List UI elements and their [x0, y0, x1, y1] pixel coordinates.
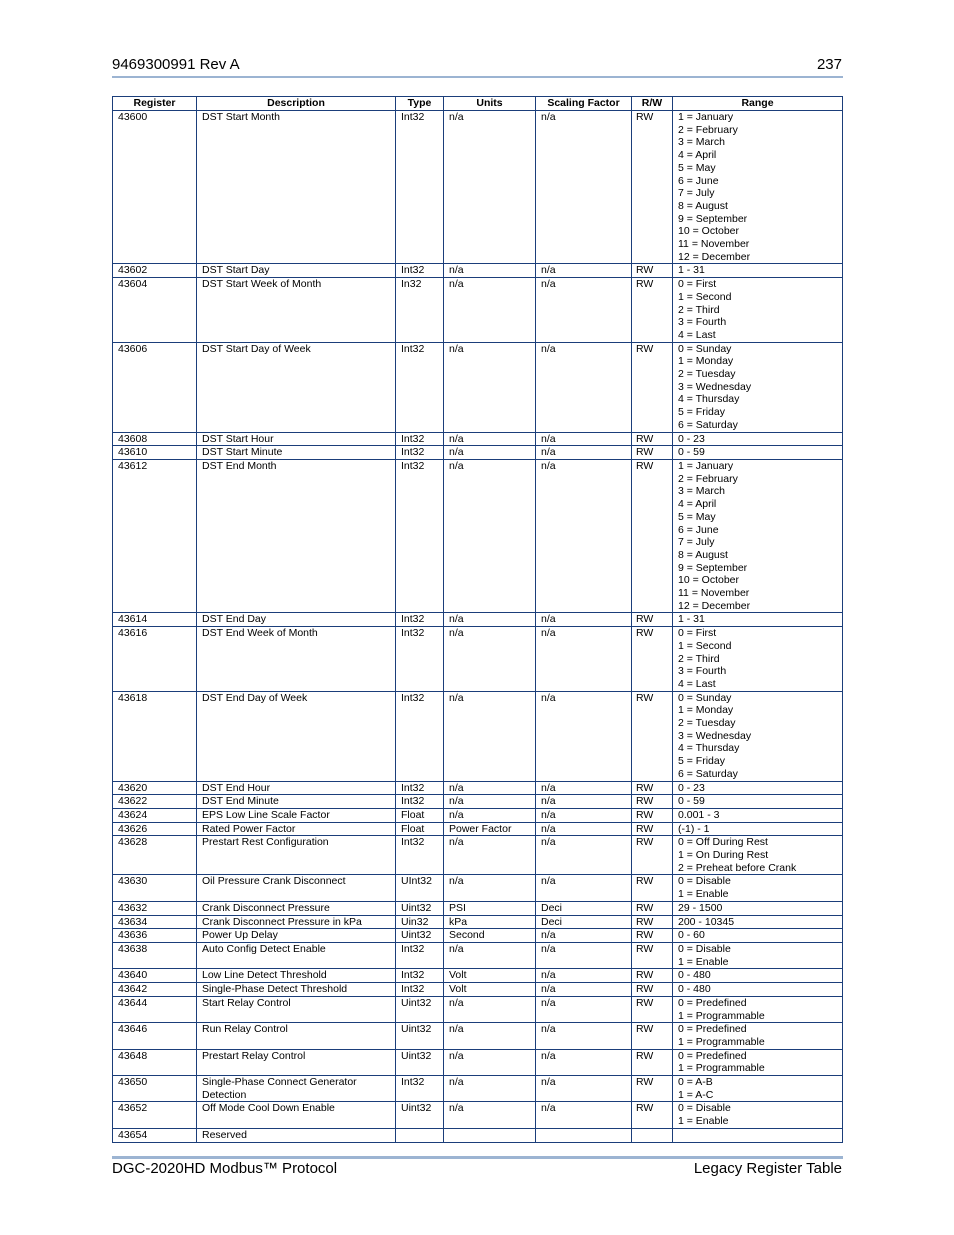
cell-description: DST Start Day: [197, 264, 396, 278]
cell-units: n/a: [444, 342, 536, 432]
cell-type: Int32: [396, 613, 444, 627]
table-row: [113, 613, 843, 627]
cell-description: DST End Week of Month: [197, 627, 396, 692]
cell-units: n/a: [444, 1023, 536, 1049]
column-header-range: Range: [673, 97, 843, 111]
cell-scaling-factor: n/a: [536, 627, 632, 692]
table-row: [113, 1076, 843, 1102]
cell-description: DST Start Day of Week: [197, 342, 396, 432]
cell-type: Int32: [396, 111, 444, 264]
cell-register: 43608: [113, 432, 197, 446]
cell-units: n/a: [444, 943, 536, 969]
cell-rw: RW: [632, 901, 673, 915]
cell-register: 43630: [113, 875, 197, 901]
cell-description: Prestart Rest Configuration: [197, 836, 396, 875]
cell-scaling-factor: n/a: [536, 996, 632, 1022]
cell-type: Uint32: [396, 929, 444, 943]
cell-register: 43624: [113, 808, 197, 822]
cell-type: Int32: [396, 836, 444, 875]
cell-range: 29 - 1500: [673, 901, 843, 915]
cell-rw: RW: [632, 1023, 673, 1049]
cell-units: n/a: [444, 691, 536, 781]
cell-description: DST Start Minute: [197, 446, 396, 460]
cell-range: 0 = Predefined 1 = Programmable: [673, 1049, 843, 1075]
cell-type: Int32: [396, 691, 444, 781]
cell-description: DST End Day: [197, 613, 396, 627]
cell-scaling-factor: n/a: [536, 111, 632, 264]
cell-description: Reserved: [197, 1128, 396, 1142]
cell-register: 43648: [113, 1049, 197, 1075]
cell-register: 43626: [113, 822, 197, 836]
column-header-units: Units: [444, 97, 536, 111]
header-rule: [112, 76, 843, 78]
cell-type: [396, 1128, 444, 1142]
cell-range: 0 = Disable 1 = Enable: [673, 943, 843, 969]
cell-rw: RW: [632, 915, 673, 929]
cell-register: 43638: [113, 943, 197, 969]
document-title: DGC-2020HD Modbus™ Protocol: [112, 1160, 338, 1177]
cell-register: 43612: [113, 459, 197, 612]
cell-register: 43636: [113, 929, 197, 943]
page-footer: [112, 1160, 842, 1180]
cell-rw: RW: [632, 781, 673, 795]
cell-units: n/a: [444, 1076, 536, 1102]
cell-rw: RW: [632, 278, 673, 343]
cell-units: kPa: [444, 915, 536, 929]
cell-type: Int32: [396, 795, 444, 809]
cell-rw: RW: [632, 808, 673, 822]
cell-description: DST End Month: [197, 459, 396, 612]
cell-range: 0 - 60: [673, 929, 843, 943]
cell-units: n/a: [444, 808, 536, 822]
cell-units: [444, 1128, 536, 1142]
cell-type: Int32: [396, 459, 444, 612]
cell-rw: RW: [632, 446, 673, 460]
cell-type: Int32: [396, 943, 444, 969]
cell-units: n/a: [444, 1049, 536, 1075]
cell-rw: RW: [632, 943, 673, 969]
cell-units: n/a: [444, 781, 536, 795]
cell-scaling-factor: Deci: [536, 915, 632, 929]
table-row: [113, 836, 843, 875]
cell-range: 1 - 31: [673, 613, 843, 627]
cell-scaling-factor: n/a: [536, 1049, 632, 1075]
cell-rw: RW: [632, 1102, 673, 1128]
cell-rw: RW: [632, 459, 673, 612]
cell-type: Int32: [396, 446, 444, 460]
cell-type: Uint32: [396, 1049, 444, 1075]
table-row: [113, 929, 843, 943]
cell-description: Crank Disconnect Pressure in kPa: [197, 915, 396, 929]
cell-description: DST Start Hour: [197, 432, 396, 446]
cell-description: DST End Minute: [197, 795, 396, 809]
cell-range: 0 - 480: [673, 983, 843, 997]
cell-range: 0 = Predefined 1 = Programmable: [673, 996, 843, 1022]
cell-range: [673, 1128, 843, 1142]
cell-scaling-factor: n/a: [536, 822, 632, 836]
table-row: [113, 808, 843, 822]
cell-register: 43646: [113, 1023, 197, 1049]
cell-scaling-factor: n/a: [536, 808, 632, 822]
cell-rw: RW: [632, 929, 673, 943]
cell-scaling-factor: [536, 1128, 632, 1142]
cell-range: 200 - 10345: [673, 915, 843, 929]
cell-type: Int32: [396, 1076, 444, 1102]
cell-rw: RW: [632, 983, 673, 997]
cell-units: n/a: [444, 264, 536, 278]
cell-range: 0 = Disable 1 = Enable: [673, 1102, 843, 1128]
cell-type: Uint32: [396, 996, 444, 1022]
cell-description: Off Mode Cool Down Enable: [197, 1102, 396, 1128]
cell-description: Rated Power Factor: [197, 822, 396, 836]
cell-register: 43620: [113, 781, 197, 795]
cell-range: 0 - 480: [673, 969, 843, 983]
table-row: [113, 822, 843, 836]
cell-range: 0 - 59: [673, 446, 843, 460]
cell-rw: RW: [632, 822, 673, 836]
cell-type: Uint32: [396, 901, 444, 915]
cell-scaling-factor: n/a: [536, 983, 632, 997]
cell-range: 1 - 31: [673, 264, 843, 278]
cell-register: 43602: [113, 264, 197, 278]
table-row: [113, 111, 843, 264]
cell-scaling-factor: n/a: [536, 1023, 632, 1049]
cell-range: 0 - 59: [673, 795, 843, 809]
column-header-description: Description: [197, 97, 396, 111]
document-number: 9469300991 Rev A: [112, 56, 240, 73]
cell-units: Volt: [444, 969, 536, 983]
table-row: [113, 278, 843, 343]
cell-type: UInt32: [396, 875, 444, 901]
cell-rw: RW: [632, 996, 673, 1022]
cell-description: Single-Phase Detect Threshold: [197, 983, 396, 997]
cell-range: 0 - 23: [673, 781, 843, 795]
cell-units: n/a: [444, 111, 536, 264]
cell-units: n/a: [444, 836, 536, 875]
cell-rw: RW: [632, 342, 673, 432]
cell-range: 0 = Disable 1 = Enable: [673, 875, 843, 901]
cell-scaling-factor: n/a: [536, 613, 632, 627]
cell-rw: RW: [632, 1049, 673, 1075]
cell-scaling-factor: n/a: [536, 432, 632, 446]
cell-type: Int32: [396, 969, 444, 983]
cell-scaling-factor: n/a: [536, 875, 632, 901]
cell-register: 43632: [113, 901, 197, 915]
cell-rw: RW: [632, 627, 673, 692]
cell-units: PSI: [444, 901, 536, 915]
cell-register: 43642: [113, 983, 197, 997]
cell-scaling-factor: n/a: [536, 929, 632, 943]
cell-range: 1 = January 2 = February 3 = March 4 = April 5 = May 6 = June 7 = July 8 = August 9 = September 10 = October 11 = November 12 = December: [673, 111, 843, 264]
cell-rw: RW: [632, 613, 673, 627]
cell-register: 43616: [113, 627, 197, 692]
cell-range: 0 = A-B 1 = A-C: [673, 1076, 843, 1102]
cell-type: In32: [396, 278, 444, 343]
table-row: [113, 901, 843, 915]
page-number: 237: [816, 56, 842, 73]
section-title: Legacy Register Table: [693, 1160, 842, 1177]
cell-scaling-factor: n/a: [536, 969, 632, 983]
cell-units: Power Factor: [444, 822, 536, 836]
cell-register: 43654: [113, 1128, 197, 1142]
cell-scaling-factor: n/a: [536, 836, 632, 875]
table-row: [113, 1102, 843, 1128]
cell-type: Int32: [396, 264, 444, 278]
table-row: [113, 264, 843, 278]
table-row: [113, 969, 843, 983]
cell-rw: RW: [632, 264, 673, 278]
table-row: [113, 781, 843, 795]
table-row: [113, 996, 843, 1022]
table-row: [113, 983, 843, 997]
table-row: [113, 1128, 843, 1142]
cell-type: Int32: [396, 342, 444, 432]
cell-description: Single-Phase Connect Generator Detection: [197, 1076, 396, 1102]
cell-register: 43604: [113, 278, 197, 343]
table-row: [113, 943, 843, 969]
table-row: [113, 795, 843, 809]
cell-register: 43622: [113, 795, 197, 809]
cell-description: Crank Disconnect Pressure: [197, 901, 396, 915]
column-header-register: Register: [113, 97, 197, 111]
cell-register: 43644: [113, 996, 197, 1022]
column-header-type: Type: [396, 97, 444, 111]
cell-range: 1 = January 2 = February 3 = March 4 = April 5 = May 6 = June 7 = July 8 = August 9 = September 10 = October 11 = November 12 = December: [673, 459, 843, 612]
cell-rw: RW: [632, 836, 673, 875]
cell-range: 0 = Sunday 1 = Monday 2 = Tuesday 3 = Wednesday 4 = Thursday 5 = Friday 6 = Saturday: [673, 342, 843, 432]
table-row: [113, 875, 843, 901]
cell-description: Auto Config Detect Enable: [197, 943, 396, 969]
cell-register: 43610: [113, 446, 197, 460]
cell-scaling-factor: n/a: [536, 459, 632, 612]
cell-range: 0 = First 1 = Second 2 = Third 3 = Fourth 4 = Last: [673, 627, 843, 692]
table-row: [113, 1023, 843, 1049]
cell-register: 43652: [113, 1102, 197, 1128]
cell-type: Int32: [396, 432, 444, 446]
cell-range: 0 = Off During Rest 1 = On During Rest 2 = Preheat before Crank: [673, 836, 843, 875]
cell-scaling-factor: Deci: [536, 901, 632, 915]
table-row: [113, 1049, 843, 1075]
table-row: [113, 459, 843, 612]
cell-type: Float: [396, 822, 444, 836]
cell-description: DST Start Month: [197, 111, 396, 264]
cell-units: n/a: [444, 875, 536, 901]
cell-rw: [632, 1128, 673, 1142]
cell-scaling-factor: n/a: [536, 1102, 632, 1128]
cell-description: Prestart Relay Control: [197, 1049, 396, 1075]
cell-units: Second: [444, 929, 536, 943]
cell-register: 43650: [113, 1076, 197, 1102]
cell-units: n/a: [444, 613, 536, 627]
table-row: [113, 446, 843, 460]
table-row: [113, 432, 843, 446]
cell-units: n/a: [444, 446, 536, 460]
cell-range: (-1) - 1: [673, 822, 843, 836]
cell-range: 0 - 23: [673, 432, 843, 446]
cell-units: n/a: [444, 459, 536, 612]
cell-range: 0.001 - 3: [673, 808, 843, 822]
cell-units: n/a: [444, 1102, 536, 1128]
cell-description: DST Start Week of Month: [197, 278, 396, 343]
cell-type: Uint32: [396, 1102, 444, 1128]
cell-register: 43618: [113, 691, 197, 781]
cell-description: Oil Pressure Crank Disconnect: [197, 875, 396, 901]
table-row: [113, 342, 843, 432]
cell-scaling-factor: n/a: [536, 691, 632, 781]
cell-register: 43640: [113, 969, 197, 983]
cell-type: Float: [396, 808, 444, 822]
cell-description: DST End Hour: [197, 781, 396, 795]
cell-type: Uin32: [396, 915, 444, 929]
cell-type: Int32: [396, 781, 444, 795]
cell-rw: RW: [632, 875, 673, 901]
cell-type: Uint32: [396, 1023, 444, 1049]
cell-type: Int32: [396, 983, 444, 997]
cell-range: 0 = Predefined 1 = Programmable: [673, 1023, 843, 1049]
cell-rw: RW: [632, 432, 673, 446]
cell-rw: RW: [632, 795, 673, 809]
table-row: [113, 627, 843, 692]
cell-description: Low Line Detect Threshold: [197, 969, 396, 983]
cell-scaling-factor: n/a: [536, 795, 632, 809]
cell-scaling-factor: n/a: [536, 342, 632, 432]
cell-scaling-factor: n/a: [536, 446, 632, 460]
cell-units: n/a: [444, 996, 536, 1022]
cell-range: 0 = First 1 = Second 2 = Third 3 = Fourth 4 = Last: [673, 278, 843, 343]
cell-description: Run Relay Control: [197, 1023, 396, 1049]
cell-scaling-factor: n/a: [536, 943, 632, 969]
cell-scaling-factor: n/a: [536, 278, 632, 343]
cell-units: Volt: [444, 983, 536, 997]
cell-register: 43634: [113, 915, 197, 929]
cell-range: 0 = Sunday 1 = Monday 2 = Tuesday 3 = Wednesday 4 = Thursday 5 = Friday 6 = Saturday: [673, 691, 843, 781]
cell-description: Start Relay Control: [197, 996, 396, 1022]
register-table: [112, 96, 843, 1143]
column-header-rw: R/W: [632, 97, 673, 111]
cell-register: 43606: [113, 342, 197, 432]
column-header-scaling-factor: Scaling Factor: [536, 97, 632, 111]
cell-units: n/a: [444, 627, 536, 692]
table-row: [113, 691, 843, 781]
cell-scaling-factor: n/a: [536, 1076, 632, 1102]
cell-rw: RW: [632, 111, 673, 264]
table-row: [113, 915, 843, 929]
table-header-row: [113, 97, 843, 111]
cell-register: 43614: [113, 613, 197, 627]
cell-scaling-factor: n/a: [536, 264, 632, 278]
cell-register: 43600: [113, 111, 197, 264]
cell-description: Power Up Delay: [197, 929, 396, 943]
footer-rule: [112, 1156, 843, 1159]
cell-scaling-factor: n/a: [536, 781, 632, 795]
cell-rw: RW: [632, 969, 673, 983]
cell-units: n/a: [444, 278, 536, 343]
cell-type: Int32: [396, 627, 444, 692]
table-body: [113, 111, 843, 1143]
cell-rw: RW: [632, 691, 673, 781]
page-header: [112, 56, 842, 76]
cell-description: EPS Low Line Scale Factor: [197, 808, 396, 822]
cell-rw: RW: [632, 1076, 673, 1102]
cell-units: n/a: [444, 795, 536, 809]
cell-units: n/a: [444, 432, 536, 446]
cell-register: 43628: [113, 836, 197, 875]
cell-description: DST End Day of Week: [197, 691, 396, 781]
